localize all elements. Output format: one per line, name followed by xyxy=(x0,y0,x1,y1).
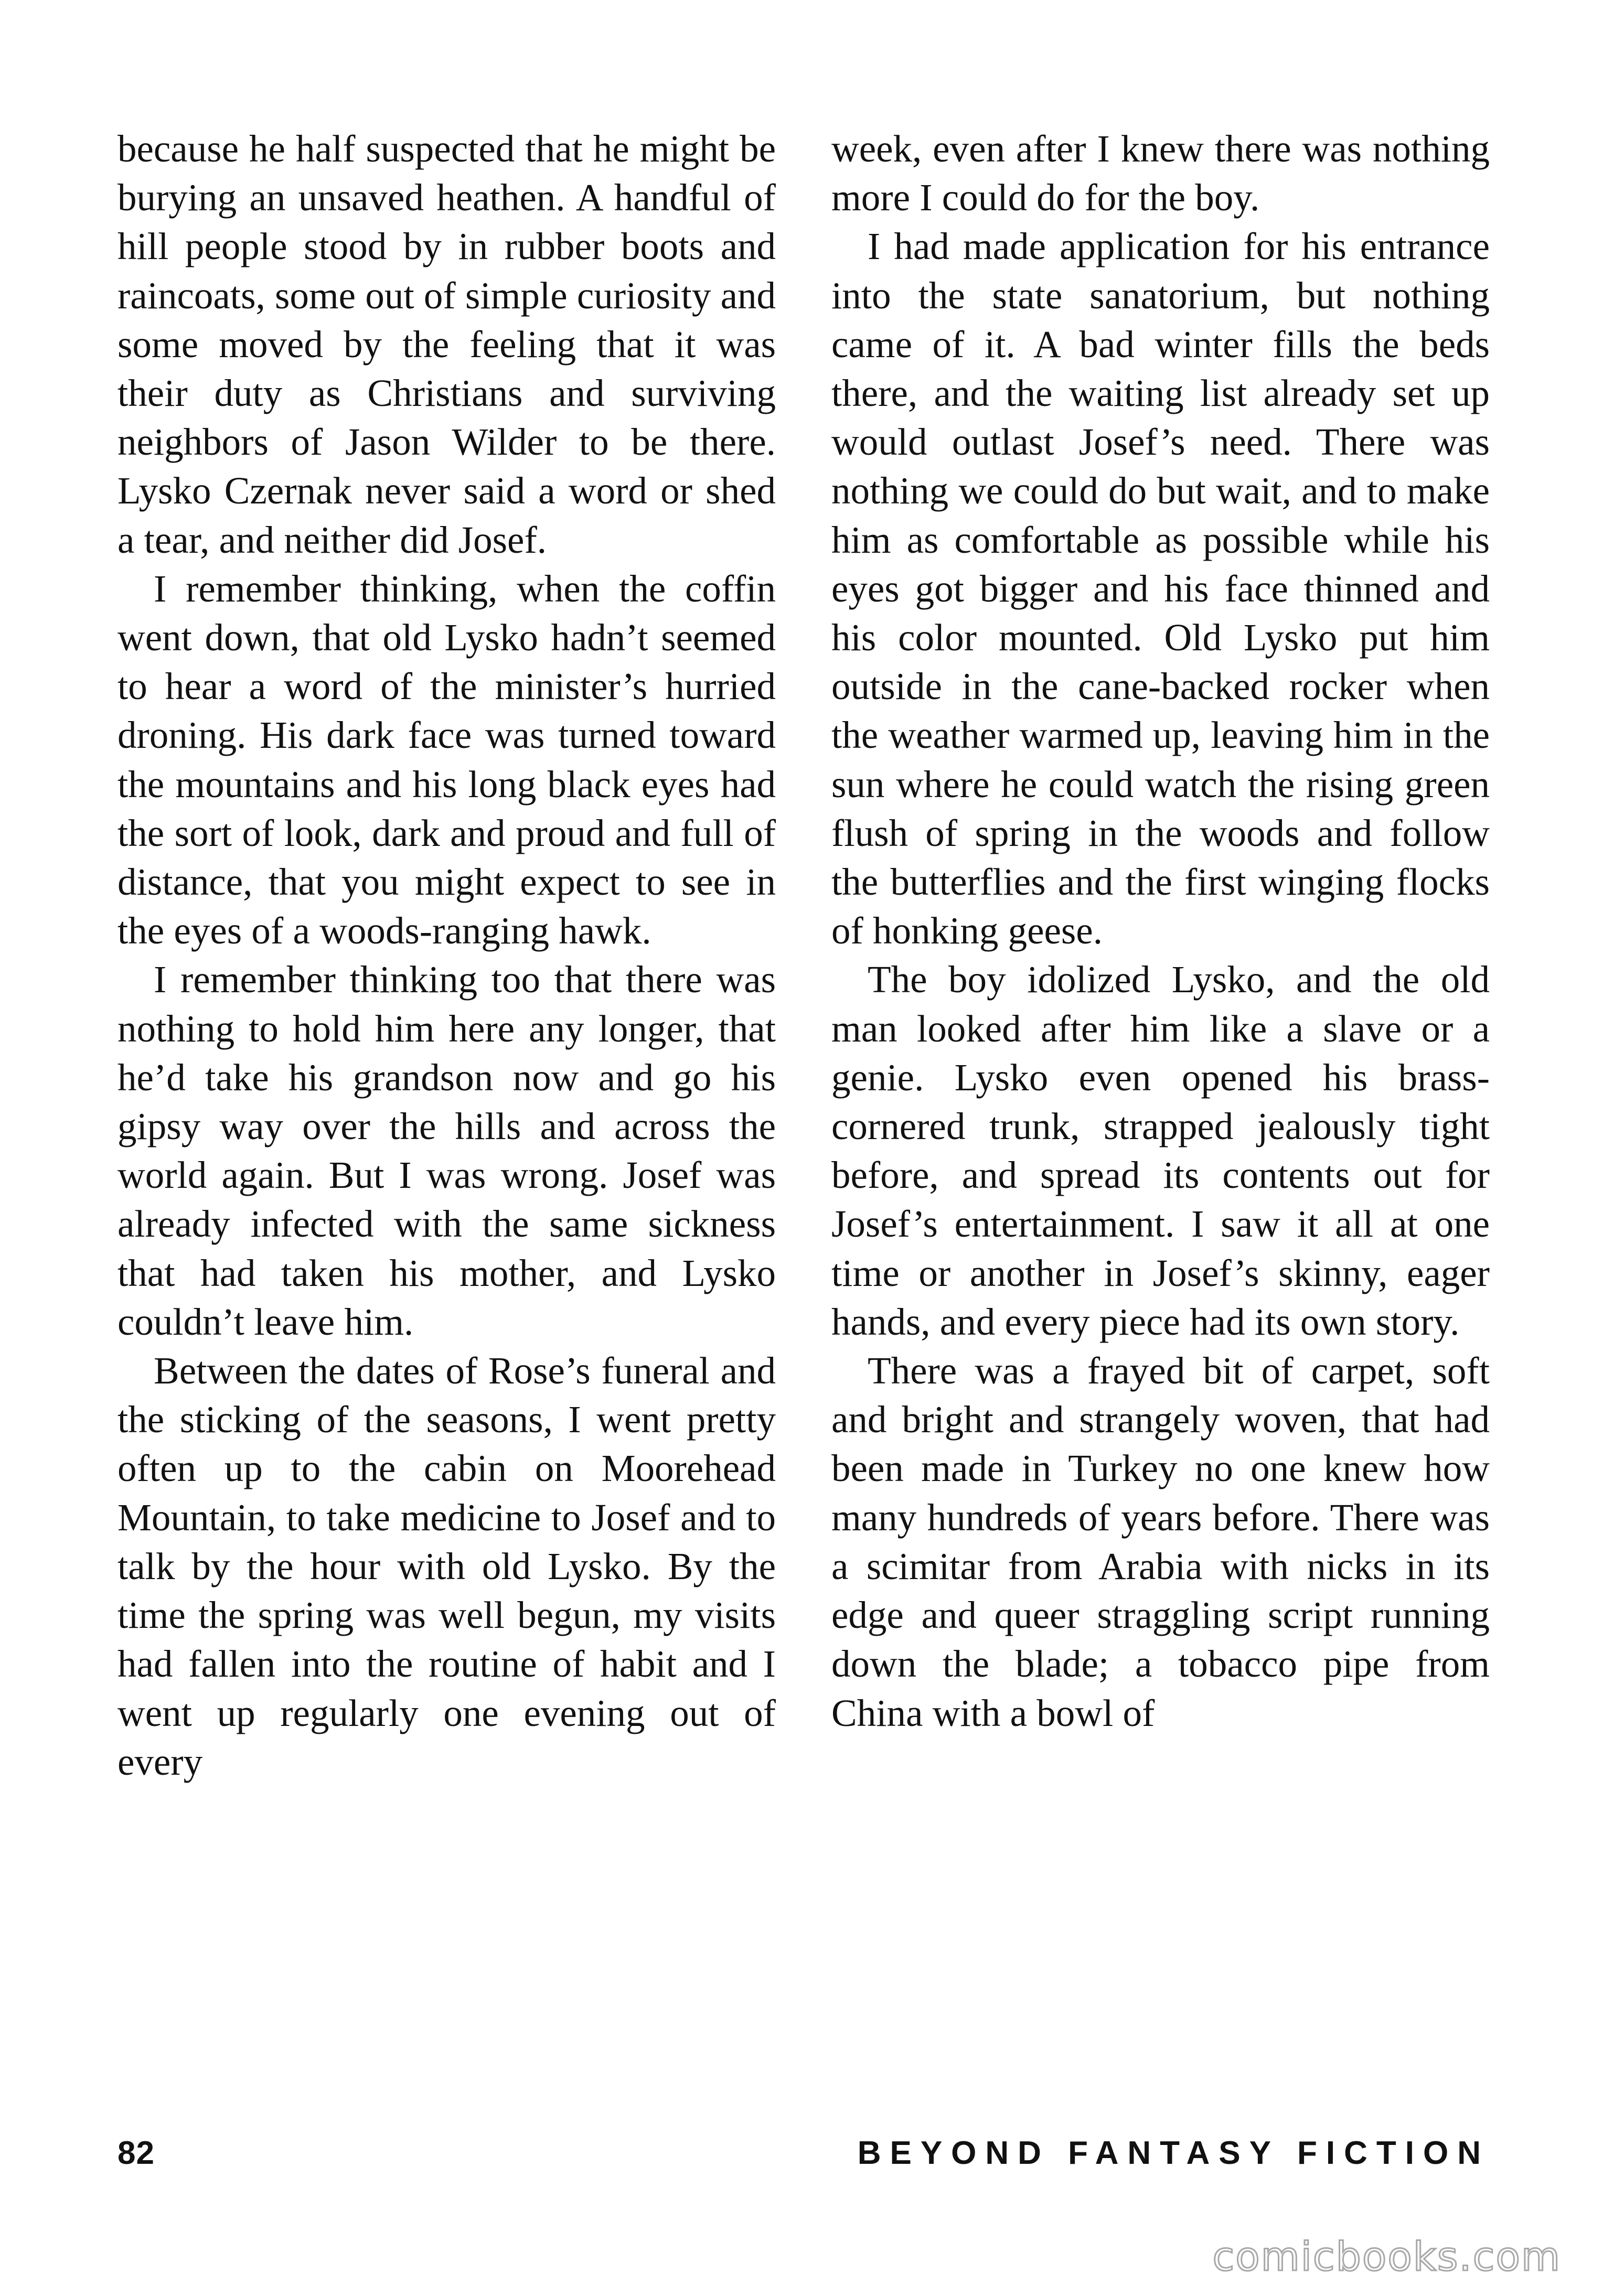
page-number: 82 xyxy=(117,2135,155,2171)
left-paragraph-4: Between the dates of Rose’s funeral and the sticking of the seasons, I went pretty often up to the cabin on Moorehead Mountain, to take medicine to Josef and to talk by the hour with old Lysko. By the time the spring was well begun, my visits had fallen into the routine of habit and I went up regularly one evening out of every xyxy=(117,1349,776,1783)
right-paragraph-4: There was a frayed bit of carpet, soft and bright and strangely woven, that had been made in Turkey no one knew how many hundreds of years before. There was a scimitar from Arabia with nicks in its edge and queer straggling script running down the blade; a tobacco pipe from China with a bowl of xyxy=(831,1349,1490,1734)
right-paragraph-1: week, even after I knew there was nothing more I could do for the boy. xyxy=(831,127,1490,219)
left-paragraph-2: I remember thinking, when the coffin went down, that old Lysko hadn’t seemed to hear a word of the minister’s hurried droning. His dark face was turned toward the mountains and his long black eyes had the sort of look, dark and proud and full of distance, that you might expect to see in the eyes of a woods-ranging hawk. xyxy=(117,567,776,952)
right-text-column xyxy=(831,124,1490,1737)
magazine-title: BEYOND FANTASY FICTION xyxy=(857,2135,1490,2171)
right-paragraph-3: The boy idolized Lysko, and the old man looked after him like a slave or a genie. Lysko even opened his brass-cornered trunk, strapped jealously tight before, and spread its contents out for Josef’s entertainment. I saw it all at one time or another in Josef’s skinny, eager hands, and every piece had its own story. xyxy=(831,958,1490,1343)
right-paragraph-2: I had made application for his entrance into the state sanatorium, but nothing came of it. A bad winter fills the beds there, and the waiting list already set up would outlast Josef’s need. There was nothing we could do but wait, and to make him as comfortable as possible while his eyes got bigger and his face thinned and his color mounted. Old Lysko put him outside in the cane-backed rocker when the weather warmed up, leaving him in the sun where he could watch the rising green flush of spring in the woods and follow the butterflies and the first winging flocks of honking geese. xyxy=(831,225,1490,952)
site-watermark: comicbooks.com xyxy=(1212,2233,1561,2280)
left-text-column xyxy=(117,124,776,1786)
left-paragraph-3: I remember thinking too that there was nothing to hold him here any longer, that he’d take his grandson now and go his gipsy way over the hills and across the world again. But I was wrong. Josef was already infected with the same sickness that had taken his mother, and Lysko couldn’t leave him. xyxy=(117,958,776,1343)
left-paragraph-1: because he half suspected that he might be burying an unsaved heathen. A handful of hill people stood by in rubber boots and raincoats, some out of simple curiosity and some moved by the feeling that it was their duty as Christians and surviving neighbors of Jason Wilder to be there. Lysko Czernak never said a word or shed a tear, and neither did Josef. xyxy=(117,127,776,561)
